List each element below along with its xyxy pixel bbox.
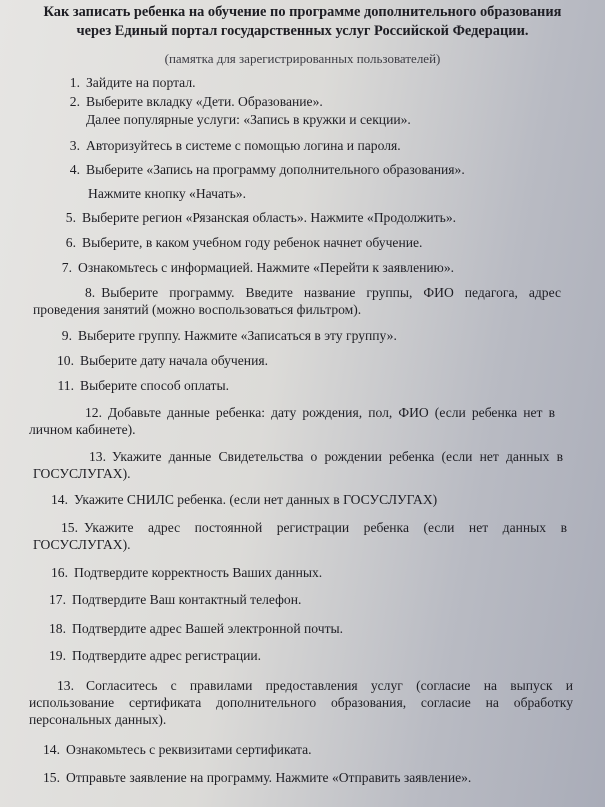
step-1	[64, 74, 196, 91]
step-text: Выберите программу. Введите название группы, ФИО педагога, адрес проведения занятий (можно воспользоваться фильтром).	[33, 285, 561, 317]
step-text: Укажите СНИЛС ребенка. (если нет данных в ГОСУСЛУГАХ)	[74, 492, 438, 507]
step-4	[64, 161, 465, 178]
step-2	[64, 93, 323, 110]
step-8	[33, 284, 561, 318]
step-text: Добавьте данные ребенка: дату рождения, пол, ФИО (если ребенка нет в личном кабинете).	[29, 405, 555, 437]
step-number: 18.	[49, 621, 66, 636]
step-text: Подтвердите корректность Ваших данных.	[74, 565, 323, 580]
step-text: Авторизуйтесь в системе с помощью логина и пароля.	[86, 138, 401, 153]
step-16	[46, 564, 322, 581]
step-number: 19.	[49, 648, 66, 663]
step-text: Выберите регион «Рязанская область». Нажмите «Продолжить».	[82, 210, 457, 225]
step-number: 13.	[89, 449, 106, 464]
step-13-consent	[29, 677, 573, 728]
step-text: Ознакомьтесь с информацией. Нажмите «Перейти к заявлению».	[78, 260, 455, 275]
step-text: Выберите «Запись на программу дополнительного образования».	[86, 162, 465, 177]
step-number: 3.	[69, 138, 80, 153]
step-text: Выберите дату начала обучения.	[80, 353, 269, 368]
step-number: 12.	[85, 405, 102, 420]
step-number: 13.	[57, 678, 74, 693]
step-10	[52, 352, 268, 369]
step-number: 7.	[61, 260, 72, 275]
step-number: 14.	[51, 492, 68, 507]
step-number: 9.	[61, 328, 72, 343]
step-18	[44, 620, 343, 637]
step-12	[29, 404, 555, 438]
step-text: Подтвердите Ваш контактный телефон.	[72, 592, 302, 607]
step-number: 16.	[51, 565, 68, 580]
step-text: Выберите способ оплаты.	[80, 378, 230, 393]
step-4-continuation: Нажмите кнопку «Начать».	[88, 186, 247, 201]
step-text: Укажите адрес постоянной регистрации ребенка (если нет данных в ГОСУСЛУГАХ).	[33, 520, 567, 552]
step-text: Укажите данные Свидетельства о рождении ребенка (если нет данных в ГОСУСЛУГАХ).	[33, 449, 563, 481]
step-number: 6.	[65, 235, 76, 250]
step-number: 14.	[43, 742, 60, 757]
step-13	[33, 448, 563, 482]
step-text: Выберите группу. Нажмите «Записаться в эту группу».	[78, 328, 397, 343]
document-subtitle: (памятка для зарегистрированных пользователей)	[164, 51, 441, 66]
step-text: Подтвердите адрес Вашей электронной почты.	[72, 621, 344, 636]
step-number: 10.	[57, 353, 74, 368]
step-14-certificate	[38, 741, 312, 758]
step-number: 8.	[85, 285, 96, 300]
step-text: Выберите, в каком учебном году ребенок начнет обучение.	[82, 235, 423, 250]
step-11	[52, 377, 229, 394]
title-line-1: Как записать ребенка на обучение по программе дополнительного образования	[43, 4, 562, 20]
step-15-submit	[38, 769, 471, 786]
step-7	[56, 259, 454, 276]
step-text: Согласитесь с правилами предоставления услуг (согласие на выпуск и использование сертификата дополнительного образования, согласие на обработку персональных данных).	[29, 678, 573, 727]
step-19	[44, 647, 261, 664]
step-17	[44, 591, 301, 608]
step-2-continuation: Далее популярные услуги: «Запись в кружки и секции».	[86, 112, 411, 127]
step-number: 4.	[69, 162, 80, 177]
step-text: Отправьте заявление на программу. Нажмите «Отправить заявление».	[66, 770, 472, 785]
step-9	[56, 327, 397, 344]
step-number: 11.	[57, 378, 74, 393]
step-5	[60, 209, 456, 226]
step-number: 15.	[43, 770, 60, 785]
step-text: Зайдите на портал.	[86, 75, 196, 90]
step-number: 5.	[65, 210, 76, 225]
step-number: 17.	[49, 592, 66, 607]
step-6	[60, 234, 422, 251]
step-3	[64, 137, 401, 154]
step-number: 2.	[69, 94, 80, 109]
document-title	[0, 3, 605, 41]
step-text: Ознакомьтесь с реквизитами сертификата.	[66, 742, 312, 757]
step-15	[33, 519, 567, 553]
title-line-2: через Единый портал государственных услуг Российской Федерации.	[76, 23, 529, 39]
step-text: Подтвердите адрес регистрации.	[72, 648, 262, 663]
step-number: 15.	[61, 520, 78, 535]
step-14	[46, 491, 437, 508]
step-text: Выберите вкладку «Дети. Образование».	[86, 94, 323, 109]
step-number: 1.	[69, 75, 80, 90]
